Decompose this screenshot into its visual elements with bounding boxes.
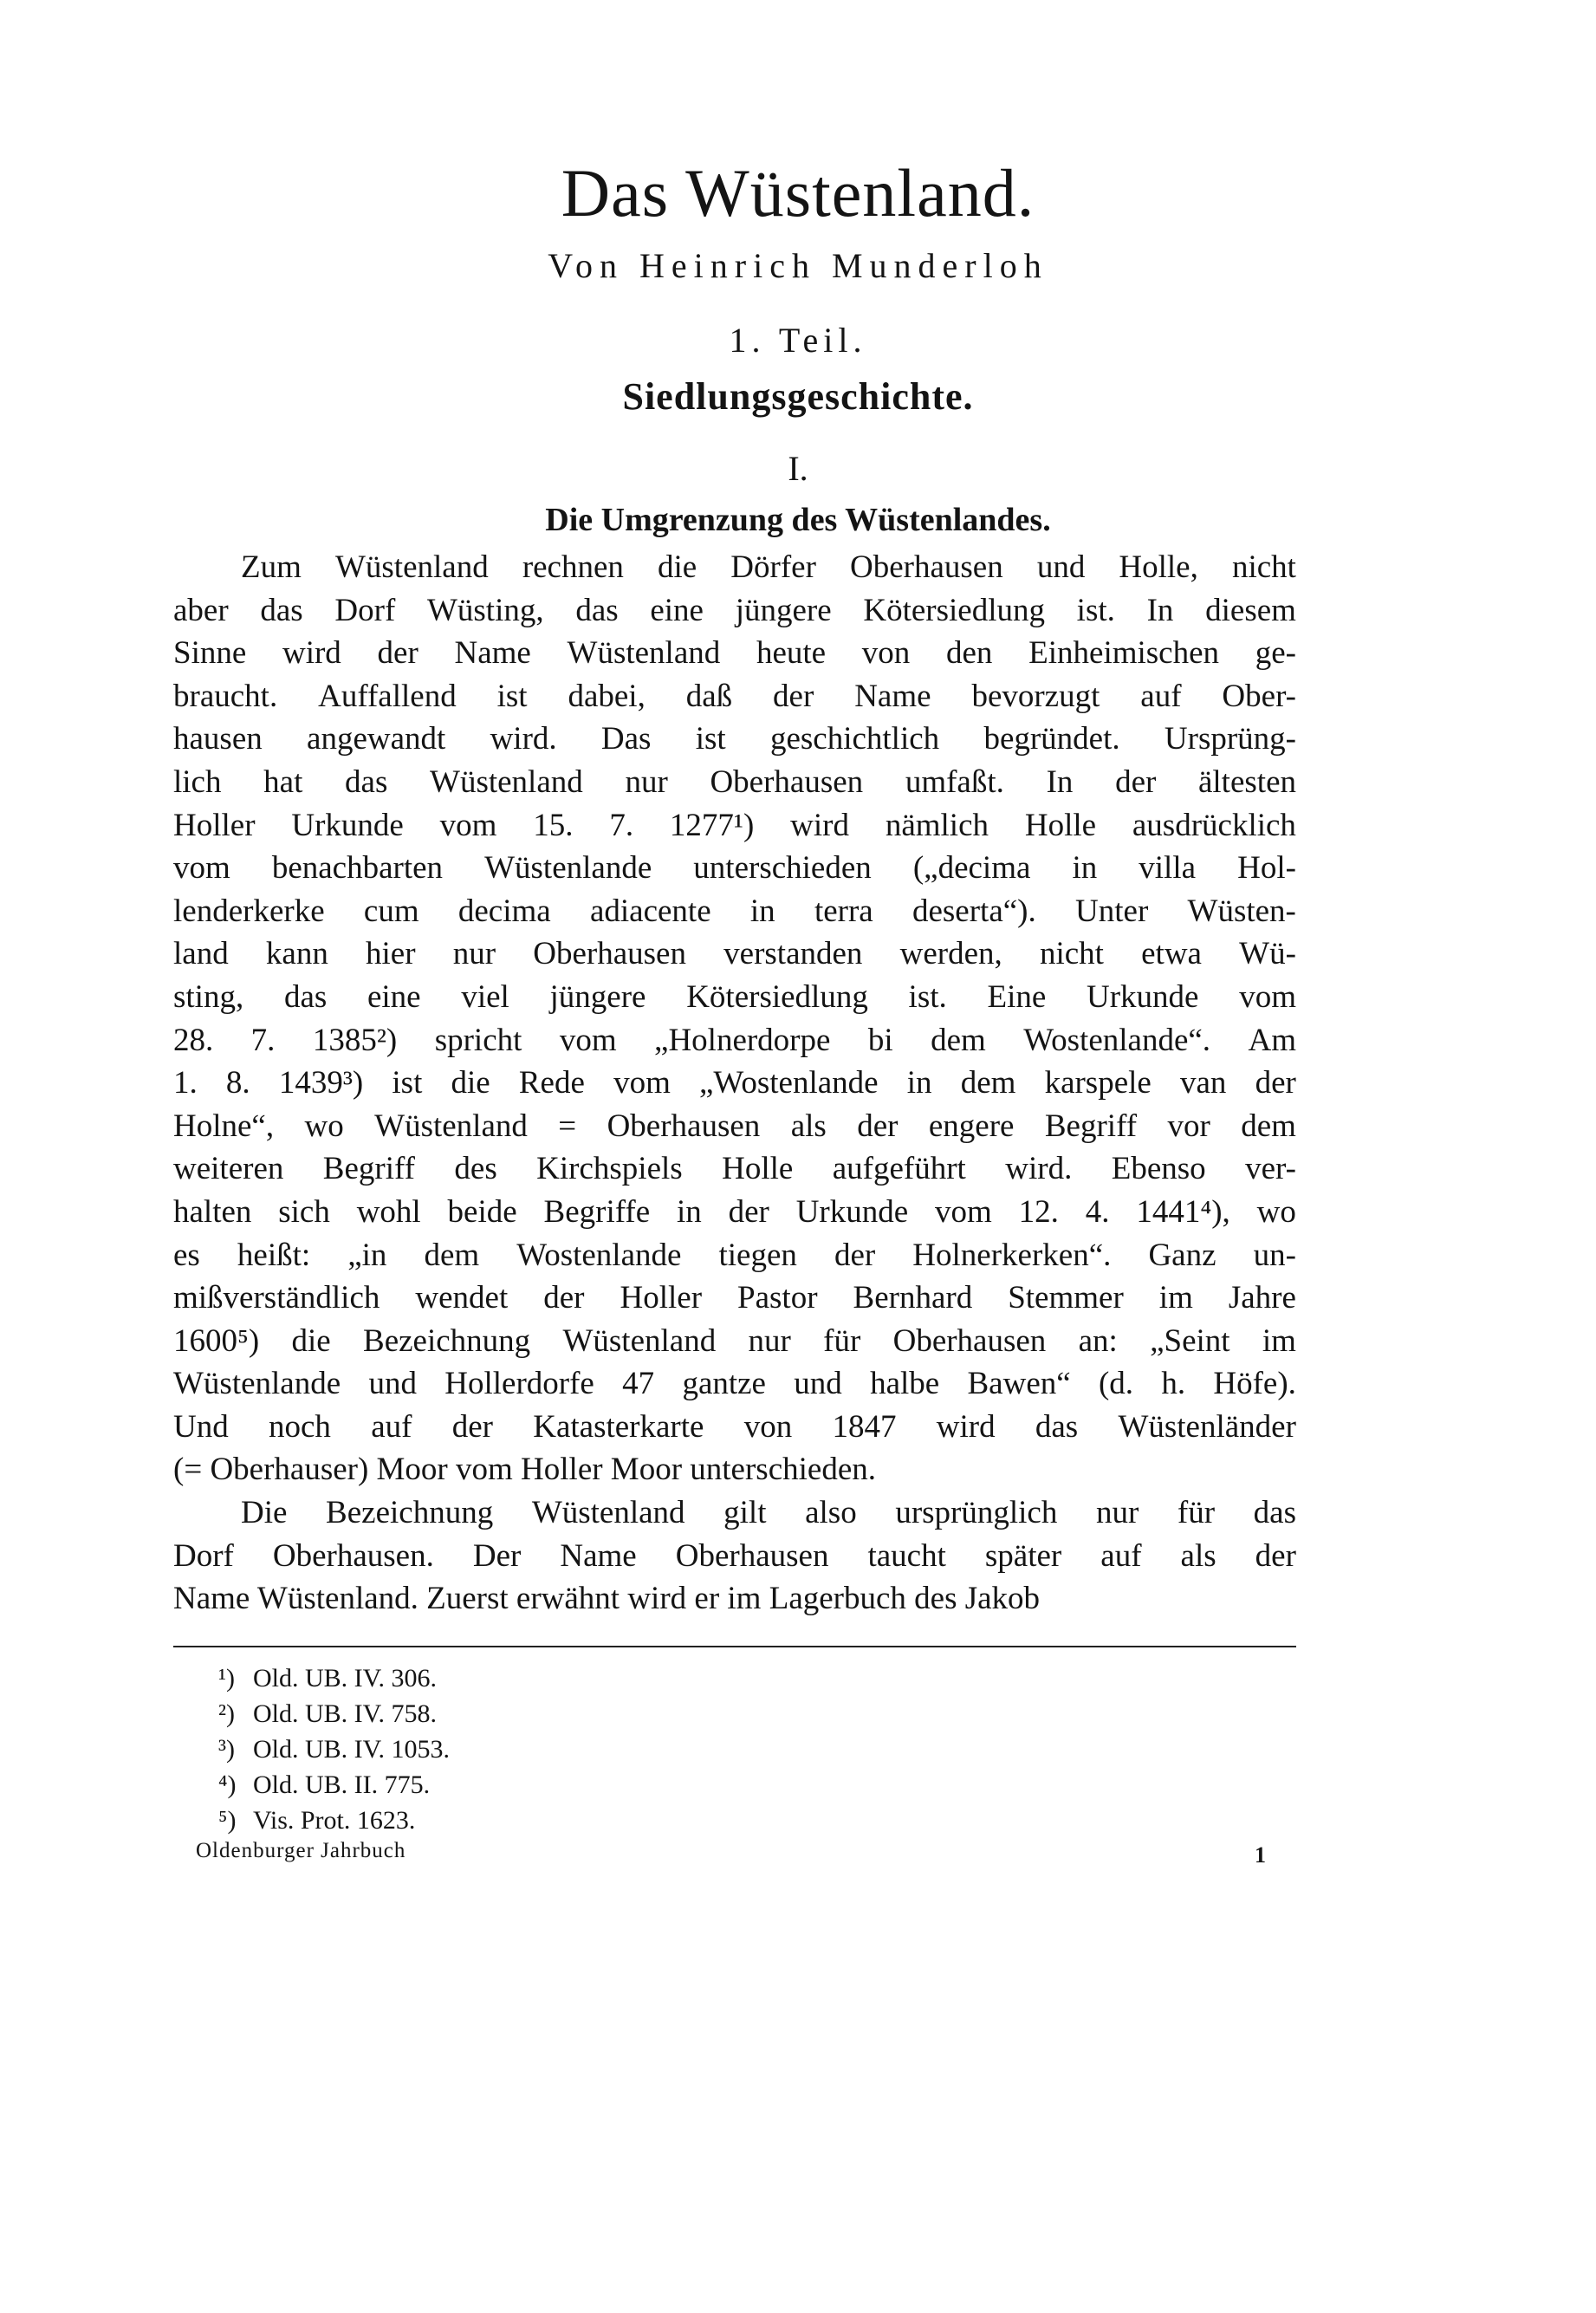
text-line: sting, das eine viel jüngere Kötersiedlung ist. Eine Urkunde vom — [173, 978, 1296, 1015]
text-line: (= Oberhauser) Moor vom Holler Moor unterschieden. — [173, 1452, 877, 1488]
footnote — [218, 1660, 825, 1696]
text-line: 1. 8. 1439³) ist die Rede vom „Wostenlande in dem karspele van der — [173, 1065, 1296, 1101]
text-line: mißverständlich wendet der Holler Pastor Bernhard Stemmer im Jahre — [173, 1280, 1296, 1316]
part-heading: 1. Teil. — [729, 321, 867, 360]
page-number: 1 — [1255, 1842, 1266, 1868]
text-line: lenderkerke cum decima adiacente in terra deserta“). Unter Wüsten- — [173, 893, 1296, 929]
body-text — [173, 546, 1296, 1621]
footnote-mark: ⁴) — [218, 1770, 237, 1799]
footnote-mark: ⁵) — [218, 1806, 237, 1835]
footnote-text: Old. UB. IV. 758. — [253, 1699, 437, 1728]
text-line: Die Bezeichnung Wüstenland gilt also ursprünglich nur für das — [241, 1495, 1296, 1531]
text-line: vom benachbarten Wüstenlande unterschieden („decima in villa Hol- — [173, 850, 1296, 887]
text-line: Dorf Oberhausen. Der Name Oberhausen taucht später auf als der — [173, 1537, 1296, 1574]
text-line: Holler Urkunde vom 15. 7. 1277¹) wird nämlich Holle ausdrücklich — [173, 807, 1296, 843]
text-line: halten sich wohl beide Begriffe in der Urkunde vom 12. 4. 1441⁴), wo — [173, 1193, 1296, 1230]
section-number: I. — [788, 449, 808, 488]
section-title: Die Umgrenzung des Wüstenlandes. — [545, 502, 1051, 538]
text-line: hausen angewandt wird. Das ist geschichtlich begründet. Ursprüng- — [173, 721, 1296, 757]
part-subtitle: Siedlungsgeschichte. — [622, 375, 974, 418]
footnotes — [218, 1660, 825, 1838]
text-line: Sinne wird der Name Wüstenland heute von den Einheimischen ge- — [173, 635, 1296, 672]
text-line: es heißt: „in dem Wostenlande tiegen der Holnerkerken“. Ganz un- — [173, 1237, 1296, 1273]
footnote-text: Old. UB. IV. 306. — [253, 1664, 437, 1693]
text-line: braucht. Auffallend ist dabei, daß der Name bevorzugt auf Ober- — [173, 678, 1296, 714]
footnote-text: Old. UB. II. 775. — [253, 1770, 431, 1799]
article-title: Das Wüstenland. — [561, 155, 1035, 231]
article-author: Von Heinrich Munderloh — [548, 246, 1048, 285]
footnote — [218, 1732, 825, 1767]
text-line: land kann hier nur Oberhausen verstanden werden, nicht etwa Wü- — [173, 936, 1296, 972]
text-line: 1600⁵) die Bezeichnung Wüstenland nur für Oberhausen an: „Seint im — [173, 1322, 1296, 1359]
text-line: lich hat das Wüstenland nur Oberhausen umfaßt. In der ältesten — [173, 763, 1296, 800]
journal-name: Oldenburger Jahrbuch — [196, 1839, 406, 1862]
footnote — [218, 1767, 825, 1803]
footnote-mark: ²) — [218, 1699, 235, 1728]
text-line: Wüstenlande und Hollerdorfe 47 gantze und halbe Bawen“ (d. h. Höfe). — [173, 1366, 1296, 1402]
footnote-mark: ¹) — [218, 1664, 235, 1693]
footnote — [218, 1696, 825, 1732]
text-line: weiteren Begriff des Kirchspiels Holle aufgeführt wird. Ebenso ver- — [173, 1151, 1296, 1187]
text-line: 28. 7. 1385²) spricht vom „Holnerdorpe bi dem Wostenlande“. Am — [173, 1022, 1296, 1058]
footnote-separator — [173, 1646, 1296, 1647]
footnote-mark: ³) — [218, 1735, 235, 1764]
text-line: Holne“, wo Wüstenland = Oberhausen als der engere Begriff vor dem — [173, 1108, 1296, 1144]
text-line: Zum Wüstenland rechnen die Dörfer Oberhausen und Holle, nicht — [241, 549, 1296, 585]
text-line: Und noch auf der Katasterkarte von 1847 wird das Wüstenländer — [173, 1408, 1296, 1445]
footnote-text: Vis. Prot. 1623. — [253, 1806, 416, 1835]
footnote — [218, 1803, 825, 1838]
text-line: aber das Dorf Wüsting, das eine jüngere Kötersiedlung ist. In diesem — [173, 592, 1296, 628]
footnote-text: Old. UB. IV. 1053. — [253, 1735, 450, 1764]
text-line: Name Wüstenland. Zuerst erwähnt wird er im Lagerbuch des Jakob — [173, 1581, 1041, 1617]
